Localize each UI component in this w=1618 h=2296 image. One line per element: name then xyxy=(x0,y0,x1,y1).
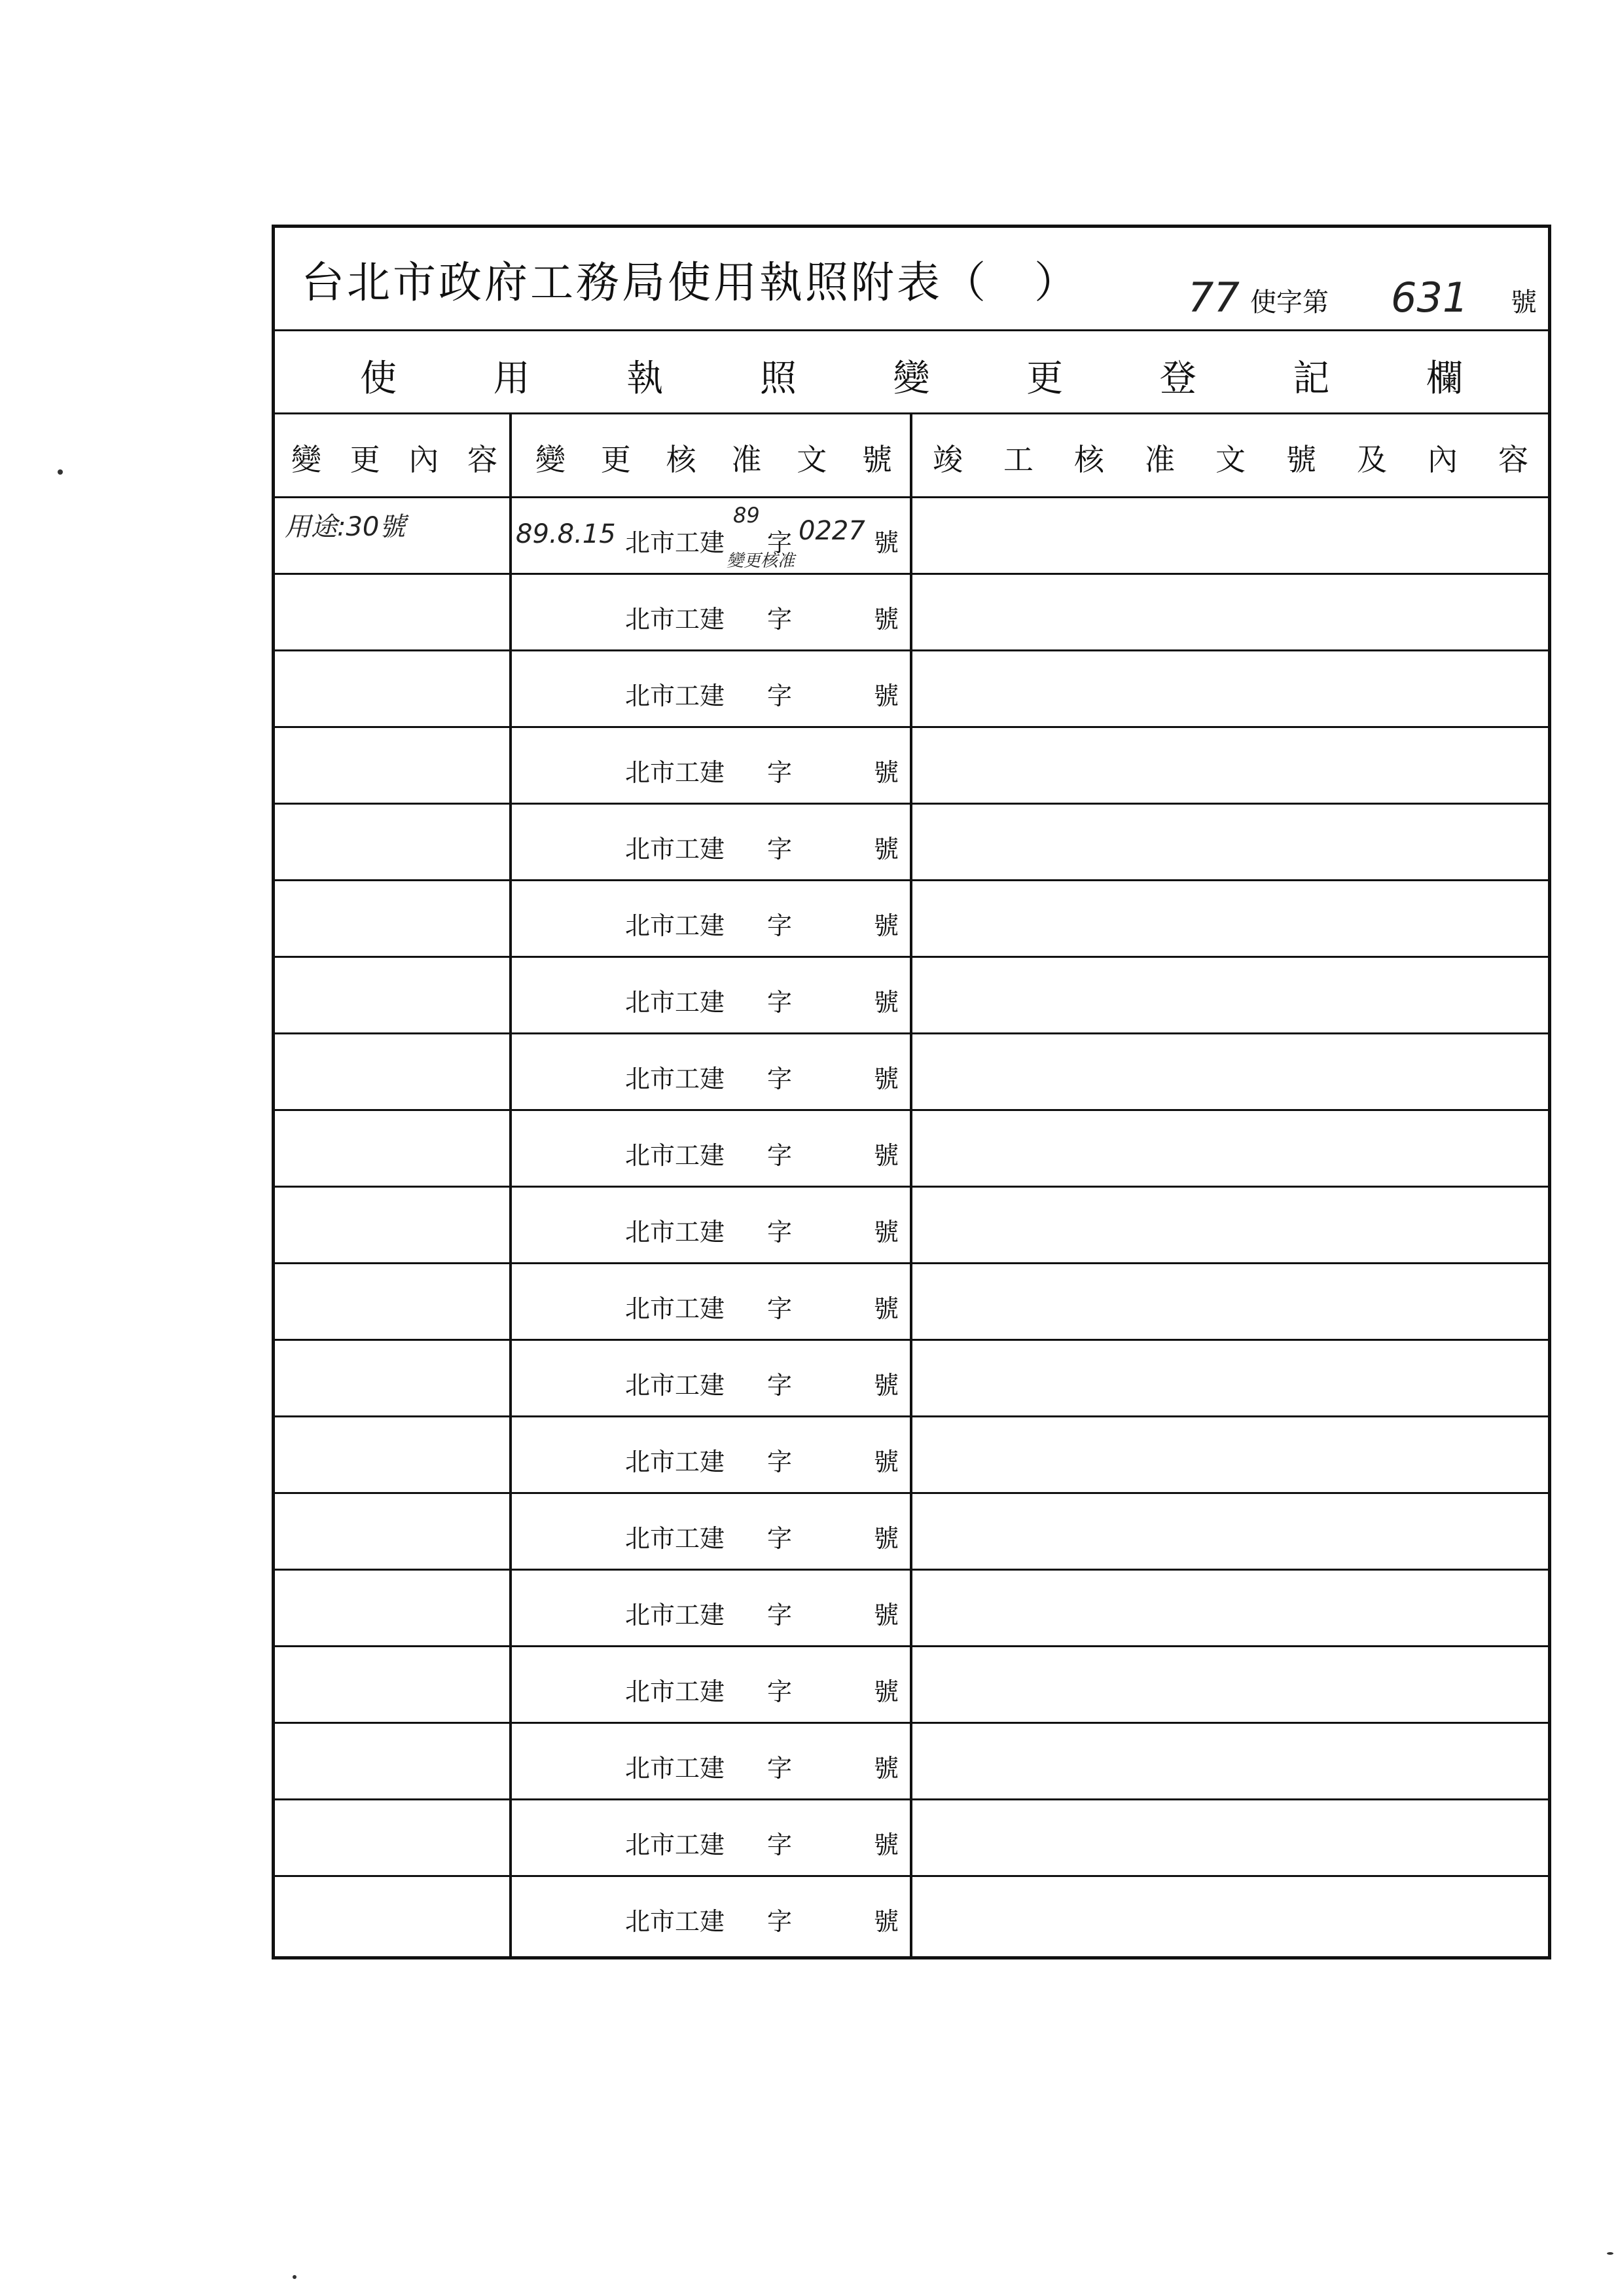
license-mid-label: 使字第 xyxy=(1250,287,1329,318)
row-char: 字 xyxy=(767,1371,793,1400)
row-rule xyxy=(275,726,1548,728)
row-suffix: 號 xyxy=(874,1754,899,1783)
row-prefix: 北市工建 xyxy=(625,1524,725,1553)
row-rule xyxy=(275,1722,1548,1724)
row-char: 字 xyxy=(767,758,793,787)
scan-speck xyxy=(58,469,63,475)
row-char: 字 xyxy=(767,1065,793,1093)
row-char: 字 xyxy=(767,1524,793,1553)
row-rule xyxy=(275,1645,1548,1647)
row-rule xyxy=(275,1186,1548,1188)
column-heading-change-content: 變 更 內 容 xyxy=(291,442,497,477)
row-prefix: 北市工建 xyxy=(625,682,725,710)
divider-col-1 xyxy=(509,412,512,1956)
row-prefix: 北市工建 xyxy=(625,1448,725,1476)
row-suffix: 號 xyxy=(874,1601,899,1630)
row-prefix: 北市工建 xyxy=(625,1601,725,1630)
license-suffix-label: 號 xyxy=(1511,287,1537,318)
row-rule xyxy=(275,1109,1548,1111)
banner-char: 使 xyxy=(360,357,397,400)
row-rule xyxy=(275,1262,1548,1264)
row-char: 字 xyxy=(767,1907,793,1936)
row-char: 字 xyxy=(767,988,793,1017)
row-char: 字 xyxy=(767,1294,793,1323)
row-rule xyxy=(275,1569,1548,1571)
row-suffix: 號 xyxy=(874,988,899,1017)
row-prefix: 北市工建 xyxy=(625,1371,725,1400)
entry-note: 變更核准 xyxy=(727,551,795,571)
row-char: 字 xyxy=(767,1448,793,1476)
column-heading-completion-approval: 竣 工 核 准 文 號 及 內 容 xyxy=(933,442,1528,477)
entry-doc-no: 0227 xyxy=(799,516,865,546)
banner-char: 記 xyxy=(1293,357,1330,400)
row-suffix: 號 xyxy=(874,1831,899,1859)
row-prefix: 北市工建 xyxy=(625,835,725,864)
row-rule xyxy=(275,1339,1548,1341)
row-prefix: 北市工建 xyxy=(625,911,725,940)
column-heading-change-approval-no: 變 更 核 准 文 號 xyxy=(535,442,892,477)
row-prefix: 北市工建 xyxy=(625,1831,725,1859)
row-rule xyxy=(275,956,1548,958)
row-prefix: 北市工建 xyxy=(625,758,725,787)
banner-heading xyxy=(275,350,1548,402)
row-rule xyxy=(275,1032,1548,1034)
row-char: 字 xyxy=(767,835,793,864)
banner-char: 更 xyxy=(1026,357,1064,400)
row-char: 字 xyxy=(767,1754,793,1783)
row-suffix: 號 xyxy=(874,605,899,634)
row-rule xyxy=(275,803,1548,805)
banner-char: 執 xyxy=(626,357,664,400)
row-suffix: 號 xyxy=(874,1371,899,1400)
banner-char: 變 xyxy=(893,357,930,400)
divider-col-2 xyxy=(910,412,912,1956)
row-char: 字 xyxy=(767,911,793,940)
row-prefix: 北市工建 xyxy=(625,1218,725,1247)
entry-year: 89 xyxy=(733,503,760,528)
row-prefix: 北市工建 xyxy=(625,605,725,634)
row-suffix: 號 xyxy=(874,1907,899,1936)
rule-below-title xyxy=(275,329,1548,331)
row-rule xyxy=(275,1415,1548,1417)
row-char: 字 xyxy=(767,682,793,710)
banner-char: 欄 xyxy=(1426,357,1463,400)
banner-char: 照 xyxy=(759,357,797,400)
row-suffix: 號 xyxy=(874,1677,899,1706)
entry-date: 89.8.15 xyxy=(516,519,616,549)
row-char: 字 xyxy=(767,1601,793,1630)
row-char: 字 xyxy=(767,1218,793,1247)
row-prefix: 北市工建 xyxy=(625,988,725,1017)
row-prefix: 北市工建 xyxy=(625,1141,725,1170)
row-prefix: 北市工建 xyxy=(625,1677,725,1706)
row-suffix: 號 xyxy=(874,911,899,940)
form-title: 台北市政府工務局使用執照附表（ ） xyxy=(301,257,1080,308)
row-suffix: 號 xyxy=(874,1448,899,1476)
banner-char: 登 xyxy=(1159,357,1196,400)
scan-speck xyxy=(293,2275,297,2279)
license-year: 77 xyxy=(1188,274,1240,321)
row-prefix: 北市工建 xyxy=(625,1294,725,1323)
row-suffix: 號 xyxy=(874,1524,899,1553)
row-suffix: 號 xyxy=(874,1141,899,1170)
row-rule xyxy=(275,1798,1548,1800)
row-char: 字 xyxy=(767,1141,793,1170)
row-rule xyxy=(275,1492,1548,1494)
row-char: 字 xyxy=(767,1831,793,1859)
row-rule xyxy=(275,573,1548,575)
row-prefix: 北市工建 xyxy=(625,1754,725,1783)
row-char: 字 xyxy=(767,1677,793,1706)
row-suffix: 號 xyxy=(874,1065,899,1093)
row-rule xyxy=(275,1875,1548,1877)
entry-prefix: 北市工建 xyxy=(625,528,725,557)
license-appendix-form xyxy=(272,225,1551,1959)
row-rule xyxy=(275,879,1548,881)
row-suffix: 號 xyxy=(874,835,899,864)
row-suffix: 號 xyxy=(874,1218,899,1247)
row-prefix: 北市工建 xyxy=(625,1907,725,1936)
scan-speck xyxy=(1607,2252,1613,2255)
row-char: 字 xyxy=(767,605,793,634)
entry-suffix: 號 xyxy=(874,528,899,557)
row-suffix: 號 xyxy=(874,1294,899,1323)
banner-char: 用 xyxy=(493,357,530,400)
license-number: 631 xyxy=(1391,274,1469,321)
entry-change-content: 用途:30號 xyxy=(285,512,406,542)
row-suffix: 號 xyxy=(874,758,899,787)
row-suffix: 號 xyxy=(874,682,899,710)
row-prefix: 北市工建 xyxy=(625,1065,725,1093)
entry-char: 字 xyxy=(767,528,793,557)
row-rule xyxy=(275,649,1548,651)
